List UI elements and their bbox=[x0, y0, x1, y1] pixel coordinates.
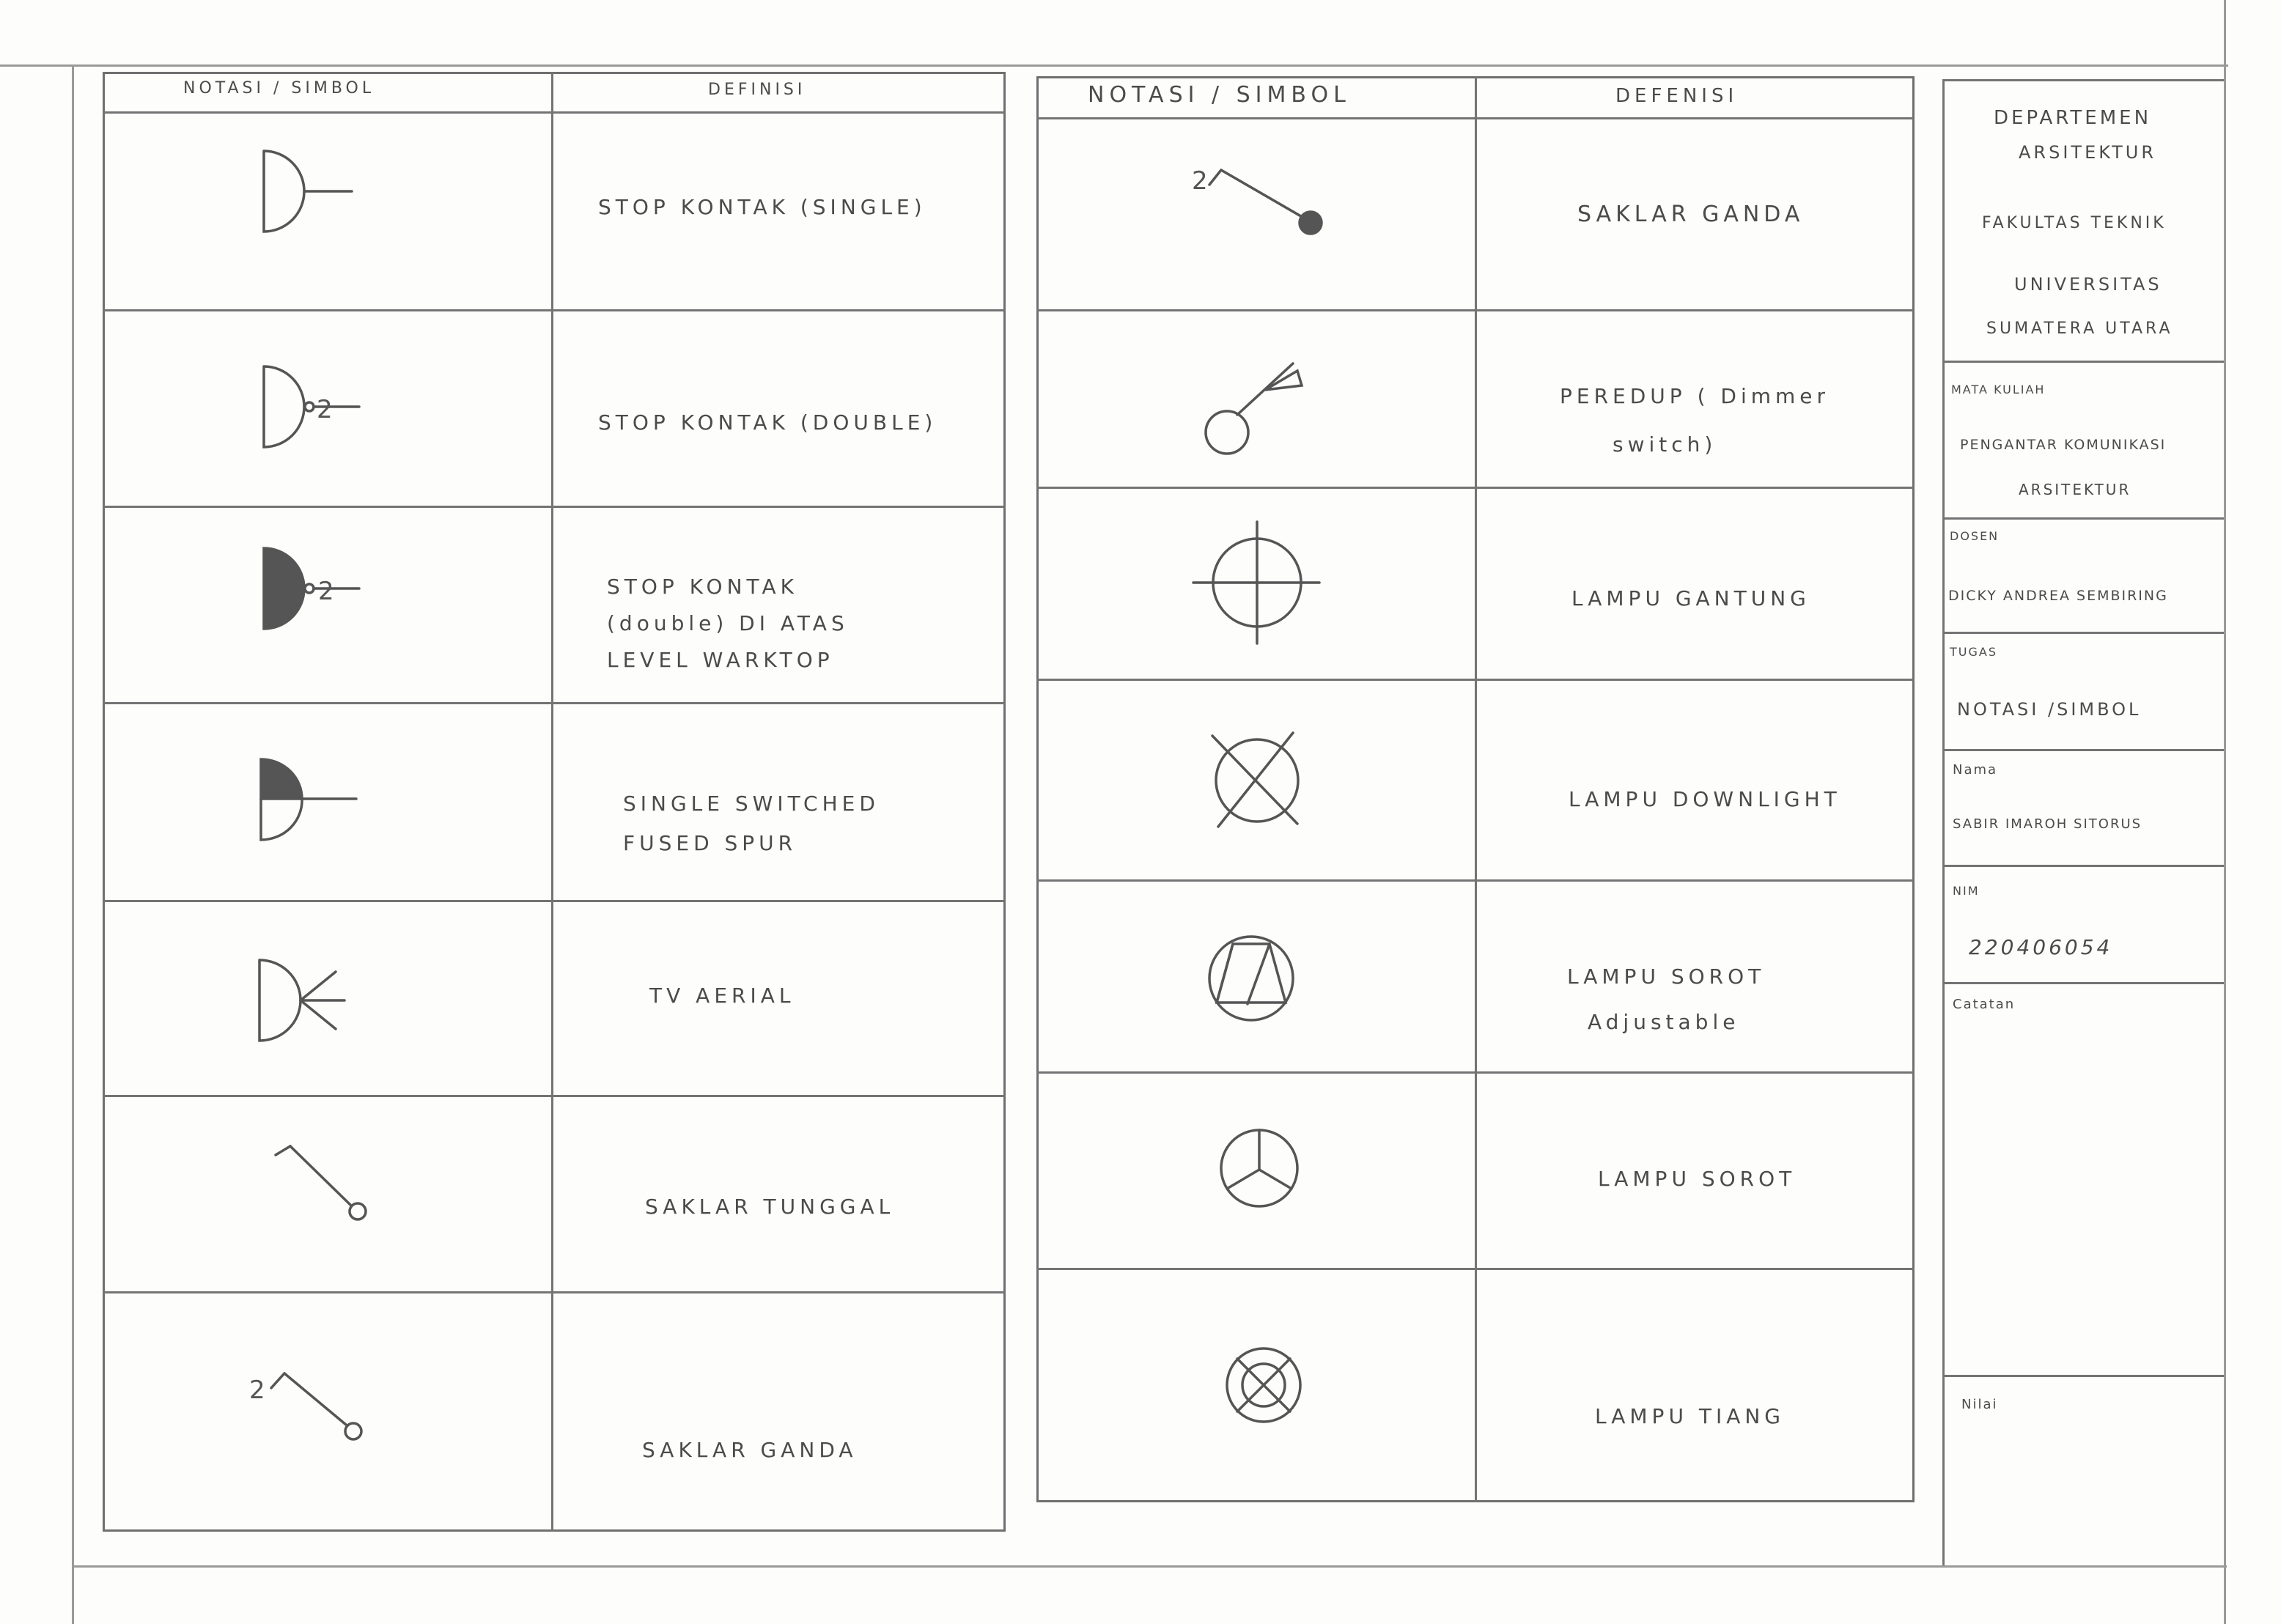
nim-label: NIM bbox=[1953, 884, 1980, 898]
title-block-top-rule bbox=[1942, 79, 2224, 81]
left-header-rule bbox=[103, 111, 1006, 114]
title-block-rule bbox=[1942, 632, 2224, 634]
nilai-label: Nilai bbox=[1961, 1397, 1998, 1412]
institution-line-3: FAKULTAS TEKNIK bbox=[1982, 214, 2167, 232]
title-block-rule bbox=[1942, 361, 2224, 363]
definition-saklar-ganda-left: SAKLAR GANDA bbox=[642, 1438, 858, 1462]
definition-lampu-gantung: LAMPU GANTUNG bbox=[1571, 586, 1810, 610]
definition-saklar-ganda-right: SAKLAR GANDA bbox=[1577, 202, 1805, 227]
institution-line-4: UNIVERSITAS bbox=[2014, 274, 2162, 295]
definition-stop-kontak-warktop-1: STOP KONTAK bbox=[607, 575, 798, 599]
dosen-value: DICKY ANDREA SEMBIRING bbox=[1948, 588, 2168, 604]
mata-kuliah-line-1: PENGANTAR KOMUNIKASI bbox=[1960, 437, 2167, 453]
frame-top bbox=[0, 64, 2228, 67]
definition-tv-aerial: TV AERIAL bbox=[649, 983, 795, 1008]
left-row-rule bbox=[103, 1095, 1006, 1097]
nama-value: SABIR IMAROH SITORUS bbox=[1953, 816, 2142, 832]
right-header-symbol: NOTASI / SIMBOL bbox=[1088, 82, 1351, 108]
right-table-divider bbox=[1475, 76, 1477, 1502]
saklar-tunggal-icon bbox=[264, 1143, 381, 1231]
definition-peredup-2: switch) bbox=[1613, 432, 1717, 457]
svg-text:2: 2 bbox=[318, 577, 334, 606]
definition-saklar-tunggal: SAKLAR TUNGGAL bbox=[645, 1195, 895, 1219]
right-row-rule bbox=[1036, 1268, 1915, 1270]
mata-kuliah-line-2: ARSITEKTUR bbox=[2019, 481, 2131, 498]
nim-value: 220406054 bbox=[1969, 935, 2113, 959]
definition-lampu-sorot: LAMPU SOROT bbox=[1598, 1167, 1797, 1191]
definition-lampu-sorot-adj-1: LAMPU SOROT bbox=[1567, 964, 1766, 989]
title-block-rule bbox=[1942, 517, 2224, 520]
svg-text:2: 2 bbox=[249, 1376, 265, 1405]
svg-text:2: 2 bbox=[1192, 166, 1208, 196]
right-row-rule bbox=[1036, 679, 1915, 681]
nama-label: Nama bbox=[1953, 762, 1998, 778]
lampu-sorot-icon bbox=[1215, 1124, 1303, 1212]
title-block-rule bbox=[1942, 865, 2224, 867]
dosen-label: DOSEN bbox=[1950, 529, 2000, 543]
right-header-rule bbox=[1036, 117, 1915, 119]
definition-stop-kontak-single: STOP KONTAK (SINGLE) bbox=[598, 195, 926, 219]
title-block-rule bbox=[1942, 1375, 2224, 1377]
right-row-rule bbox=[1036, 487, 1915, 489]
left-row-rule bbox=[103, 900, 1006, 902]
lampu-downlight-icon bbox=[1202, 726, 1312, 835]
definition-lampu-tiang: LAMPU TIANG bbox=[1595, 1404, 1785, 1428]
definition-stop-kontak-warktop-3: LEVEL WARKTOP bbox=[607, 648, 834, 672]
saklar-ganda-filled-icon bbox=[1187, 161, 1334, 249]
frame-left bbox=[72, 64, 74, 1624]
tv-aerial-icon bbox=[249, 954, 366, 1049]
catatan-label: Catatan bbox=[1953, 997, 2016, 1012]
mata-kuliah-label: MATA KULIAH bbox=[1951, 383, 2046, 396]
institution-line-2: ARSITEKTUR bbox=[2019, 142, 2157, 163]
definition-lampu-downlight: LAMPU DOWNLIGHT bbox=[1569, 787, 1841, 811]
lampu-gantung-icon bbox=[1187, 513, 1327, 652]
stop-kontak-double-warktop-icon bbox=[249, 541, 381, 643]
left-row-rule bbox=[103, 702, 1006, 704]
frame-bottom bbox=[72, 1565, 2227, 1568]
title-block-rule bbox=[1942, 982, 2224, 984]
right-row-rule bbox=[1036, 879, 1915, 882]
title-block-rule bbox=[1942, 749, 2224, 751]
definition-fused-spur-1: SINGLE SWITCHED bbox=[623, 791, 880, 816]
right-row-rule bbox=[1036, 309, 1915, 311]
stop-kontak-double-icon bbox=[249, 359, 381, 462]
right-row-rule bbox=[1036, 1071, 1915, 1074]
left-header-symbol: NOTASI / SIMBOL bbox=[183, 79, 375, 97]
institution-line-5: SUMATERA UTARA bbox=[1986, 320, 2173, 338]
peredup-dimmer-icon bbox=[1195, 349, 1312, 466]
left-row-rule bbox=[103, 506, 1006, 508]
title-block-left-rule bbox=[1942, 79, 1945, 1565]
left-row-rule bbox=[103, 1291, 1006, 1293]
left-table-divider bbox=[551, 72, 553, 1532]
left-header-definition: DEFINISI bbox=[708, 81, 806, 99]
definition-peredup-1: PEREDUP ( Dimmer bbox=[1560, 384, 1830, 408]
definition-fused-spur-2: FUSED SPUR bbox=[623, 831, 797, 855]
definition-lampu-sorot-adj-2: Adjustable bbox=[1588, 1010, 1740, 1034]
single-switched-fused-spur-icon bbox=[249, 755, 366, 850]
right-header-definition: DEFENISI bbox=[1615, 85, 1739, 107]
lampu-sorot-adjustable-icon bbox=[1204, 931, 1299, 1026]
svg-text:2: 2 bbox=[317, 395, 333, 424]
tugas-value: NOTASI /SIMBOL bbox=[1957, 699, 2142, 720]
definition-stop-kontak-warktop-2: (double) DI ATAS bbox=[607, 611, 849, 635]
institution-line-1: DEPARTEMEN bbox=[1994, 107, 2152, 129]
stop-kontak-single-icon bbox=[249, 144, 366, 246]
definition-stop-kontak-double: STOP KONTAK (DOUBLE) bbox=[598, 410, 937, 435]
frame-right bbox=[2224, 0, 2226, 1624]
tugas-label: TUGAS bbox=[1950, 645, 1997, 659]
left-row-rule bbox=[103, 309, 1006, 311]
lampu-tiang-icon bbox=[1220, 1341, 1308, 1429]
saklar-ganda-icon bbox=[242, 1365, 381, 1453]
